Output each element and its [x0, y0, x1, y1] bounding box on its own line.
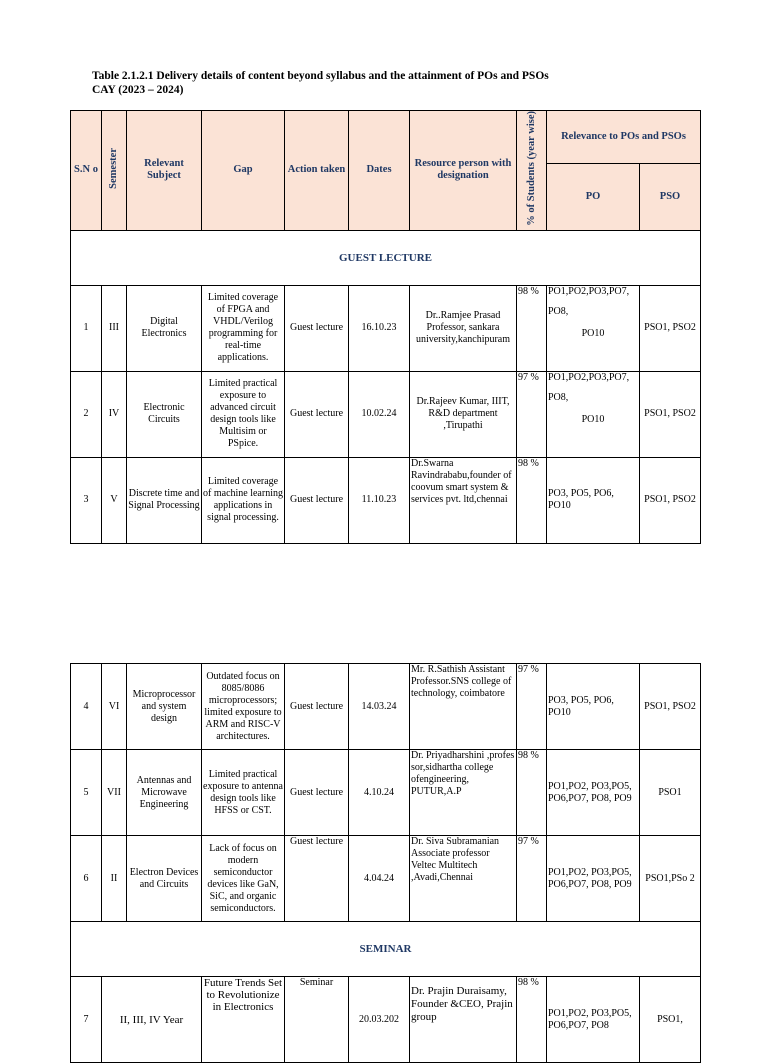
- header-students: % of Students (year wise): [517, 111, 547, 231]
- po-list-3: PO10: [581, 327, 605, 339]
- cell-date: 11.10.23: [349, 457, 410, 543]
- cell-subject: Electron Devices and Circuits: [127, 836, 202, 922]
- table-row: [71, 836, 701, 922]
- header-po: PO: [547, 164, 640, 231]
- cell-pso: PSO1: [640, 750, 701, 836]
- cell-pso: PSO1, PSO2: [640, 457, 701, 543]
- cell-po: PO1,PO2, PO3,PO5, PO6,PO7, PO8: [547, 977, 640, 1063]
- section-row: [71, 230, 701, 285]
- header-relevance: Relevance to POs and PSOs: [547, 111, 701, 164]
- cell-resource: Dr. Siva Subramanian Associate professor Veltec Multitech ,Avadi,Chennai: [410, 836, 517, 922]
- po-list-2: PO8,: [548, 305, 569, 317]
- cell-gap: Future Trends Set to Revolutionize in Electronics: [202, 977, 285, 1063]
- table-row: [71, 664, 701, 750]
- cell-resource: Dr.Swarna Ravindrababu,founder of coovum smart system & services pvt. ltd,chennai: [410, 457, 517, 543]
- po-list: PO1,PO2,PO3,PO7,: [548, 371, 630, 383]
- cell-date: 14.03.24: [349, 664, 410, 750]
- cell-action: Guest lecture: [285, 285, 349, 371]
- cell-date: 10.02.24: [349, 371, 410, 457]
- cell-percent: 98 %: [517, 285, 547, 371]
- header-resource: Resource person with designation: [410, 111, 517, 231]
- caption-line-1: Table 2.1.2.1 Delivery details of content beyond syllabus and the attainment of POs and PSOs: [92, 70, 549, 82]
- cell-date: 4.04.24: [349, 836, 410, 922]
- cell-percent: 98 %: [517, 977, 547, 1063]
- cell-semester: II, III, IV Year: [102, 977, 202, 1063]
- cell-pso: PSO1, PSO2: [640, 664, 701, 750]
- table-row: [71, 285, 701, 371]
- table-row: [71, 750, 701, 836]
- po-list-3: PO10: [581, 413, 605, 425]
- table-row: [71, 371, 701, 457]
- cell-percent: 97 %: [517, 664, 547, 750]
- header-semester: Semester: [102, 111, 127, 231]
- cell-resource: Dr..Ramjee Prasad Professor, sankara university,kanchipuram: [410, 285, 517, 371]
- cell-date: 16.10.23: [349, 285, 410, 371]
- cell-sno: 6: [71, 836, 102, 922]
- cell-gap: Limited practical exposure to advanced circuit design tools like Multisim or PSpice.: [202, 371, 285, 457]
- cell-gap: Limited coverage of machine learning applications in signal processing.: [202, 457, 285, 543]
- cell-action: Guest lecture: [285, 664, 349, 750]
- cell-resource: Dr. Prajin Duraisamy, Founder &CEO, Prajin group: [410, 977, 517, 1063]
- header-action: Action taken: [285, 111, 349, 231]
- section-row: [71, 922, 701, 977]
- cell-po: PO3, PO5, PO6, PO10: [547, 457, 640, 543]
- content-beyond-syllabus-table: [70, 110, 701, 544]
- cell-semester: VII: [102, 750, 127, 836]
- cell-gap: Lack of focus on modern semiconductor devices like GaN, SiC, and organic semiconductors.: [202, 836, 285, 922]
- cell-gap: Outdated focus on 8085/8086 microprocessors; limited exposure to ARM and RISC-V architectures.: [202, 664, 285, 750]
- cell-subject: Antennas and Microwave Engineering: [127, 750, 202, 836]
- cell-po: [547, 371, 640, 457]
- section-seminar: SEMINAR: [71, 922, 701, 977]
- table-row: [71, 977, 701, 1063]
- cell-resource: Dr. Priyadharshini ,profes sor,sidhartha college ofengineering, PUTUR,A.P: [410, 750, 517, 836]
- cell-po: PO1,PO2, PO3,PO5, PO6,PO7, PO8, PO9: [547, 750, 640, 836]
- cell-action: Guest lecture: [285, 836, 349, 922]
- cell-semester: IV: [102, 371, 127, 457]
- po-list: PO1,PO2,PO3,PO7,: [548, 285, 630, 297]
- cell-action: Guest lecture: [285, 457, 349, 543]
- cell-action: Guest lecture: [285, 750, 349, 836]
- po-list-2: PO8,: [548, 391, 569, 403]
- header-gap: Gap: [202, 111, 285, 231]
- cell-date: 4.10.24: [349, 750, 410, 836]
- caption-line-2: CAY (2023 – 2024): [92, 84, 184, 96]
- cell-pso: PSO1, PSO2: [640, 371, 701, 457]
- header-sno: S.N o: [71, 111, 102, 231]
- cell-sno: 7: [71, 977, 102, 1063]
- cell-sno: 5: [71, 750, 102, 836]
- cell-pso: PSO1,: [640, 977, 701, 1063]
- cell-semester: II: [102, 836, 127, 922]
- cell-subject: Microprocessor and system design: [127, 664, 202, 750]
- table-row: [71, 457, 701, 543]
- content-beyond-syllabus-table-continued: [70, 663, 701, 1063]
- cell-sno: 2: [71, 371, 102, 457]
- table-caption: [92, 69, 692, 97]
- cell-po: PO1,PO2, PO3,PO5, PO6,PO7, PO8, PO9: [547, 836, 640, 922]
- cell-gap: Limited practical exposure to antenna design tools like HFSS or CST.: [202, 750, 285, 836]
- cell-resource: Mr. R.Sathish Assistant Professor.SNS college of technology, coimbatore: [410, 664, 517, 750]
- cell-sno: 1: [71, 285, 102, 371]
- cell-percent: 97 %: [517, 836, 547, 922]
- cell-action: Seminar: [285, 977, 349, 1063]
- cell-sno: 3: [71, 457, 102, 543]
- cell-semester: III: [102, 285, 127, 371]
- cell-resource: Dr.Rajeev Kumar, IIIT, R&D department ,Tirupathi: [410, 371, 517, 457]
- cell-sno: 4: [71, 664, 102, 750]
- header-row: [71, 111, 701, 164]
- cell-po: [547, 285, 640, 371]
- cell-subject: Electronic Circuits: [127, 371, 202, 457]
- cell-pso: PSO1,PSo 2: [640, 836, 701, 922]
- cell-percent: 98 %: [517, 457, 547, 543]
- cell-gap: Limited coverage of FPGA and VHDL/Verilog programming for real-time applications.: [202, 285, 285, 371]
- cell-po: PO3, PO5, PO6, PO10: [547, 664, 640, 750]
- header-subject: Relevant Subject: [127, 111, 202, 231]
- cell-semester: V: [102, 457, 127, 543]
- header-dates: Dates: [349, 111, 410, 231]
- header-pso: PSO: [640, 164, 701, 231]
- cell-percent: 98 %: [517, 750, 547, 836]
- cell-semester: VI: [102, 664, 127, 750]
- cell-subject: Discrete time and Signal Processing: [127, 457, 202, 543]
- cell-percent: 97 %: [517, 371, 547, 457]
- cell-subject: Digital Electronics: [127, 285, 202, 371]
- section-guest-lecture: GUEST LECTURE: [71, 230, 701, 285]
- cell-pso: PSO1, PSO2: [640, 285, 701, 371]
- cell-date: 20.03.202: [349, 977, 410, 1063]
- cell-action: Guest lecture: [285, 371, 349, 457]
